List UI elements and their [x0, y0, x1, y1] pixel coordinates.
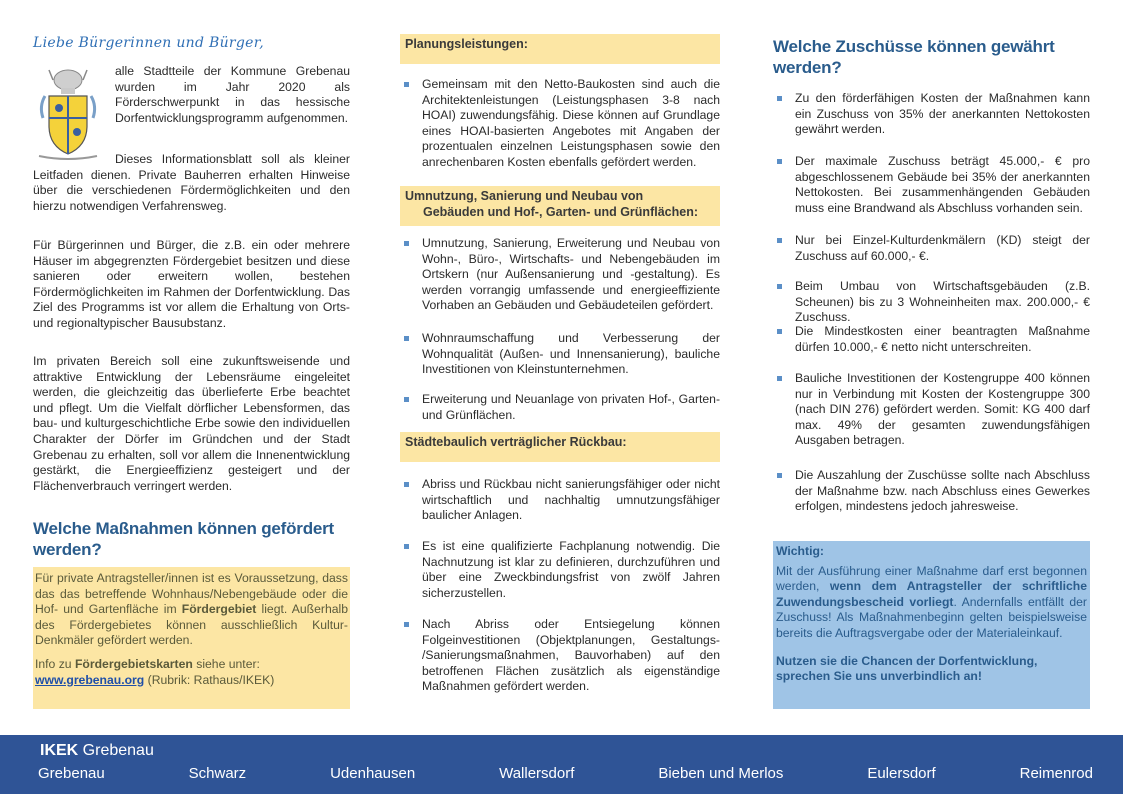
map-info: Info zu Fördergebietskarten siehe unter: www.grebenau.org (Rubrik: Rathaus/IKEK) — [35, 656, 275, 687]
coat-of-arms-icon — [33, 66, 103, 162]
place-eulersdorf: Eulersdorf — [867, 765, 936, 782]
list-item: Bauliche Investitionen der Kostengruppe 400 können nur in Verbindung mit Kosten der Kostengruppe 300 (nach DIN 276) gefördert werden. Somit: KG 400 darf max. 49% der gesamten zuwendungsfähigen Ausgaben betragen. — [773, 371, 1090, 449]
bullet-icon — [404, 336, 409, 341]
bullet-icon — [404, 622, 409, 627]
footer-places — [38, 764, 1093, 784]
bullet-icon — [777, 376, 782, 381]
bullet-icon — [777, 159, 782, 164]
list-item: Wohnraumschaffung und Verbesserung der Wohnqualität (Außen- und Innensanierung), bauliche Investitionen von Kleinstunternehmen. — [400, 331, 720, 378]
list-item: Umnutzung, Sanierung, Erweiterung und Neubau von Wohn-, Büro-, Wirtschafts- und Nebengebäuden im Ortskern (nur Außensanierung und -gestaltung). Es werden vorrangig umfassende und energieeffiziente Vorhaben an Gebäuden und Gebäudeteilen gefördert. — [400, 236, 720, 314]
bullet-icon — [404, 241, 409, 246]
list-item: Erweiterung und Neuanlage von privaten Hof-, Garten- und Grünflächen. — [400, 392, 720, 423]
important-box — [773, 541, 1090, 709]
place-reimenrod: Reimenrod — [1019, 765, 1093, 782]
bullet-icon — [777, 329, 782, 334]
list-item: Abriss und Rückbau nicht sanierungsfähiger oder nicht wirtschaftlich und nachhaltig umnutzungsfähiger baulicher Anlagen. — [400, 477, 720, 524]
prerequisite-text: Für private Antragsteller/innen ist es Voraussetzung, dass das das betreffende Wohnhaus/Nebengebäude oder die Hof- und Gartenfläche im Fördergebiet liegt. Außerhalb des Fördergebietes können ausschließlich Kultur-Denkmäler gefördert werden. — [35, 571, 348, 648]
bullet-icon — [404, 397, 409, 402]
place-schwarz: Schwarz — [188, 765, 247, 782]
important-text: Mit der Ausführung einer Maßnahme darf erst begonnen werden, wenn dem Antragsteller der schriftliche Zuwendungsbescheid vorliegt. Andernfalls entfällt der Zuschuss! Als Maßnahmenbeginn gelten beispielsweise bereits die Auftragsvergabe oder der Materialeinkauf. — [776, 563, 1087, 640]
prerequisite-box — [33, 567, 350, 709]
bullet-icon — [404, 82, 409, 87]
important-title: Wichtig: — [776, 544, 824, 558]
bullet-icon — [404, 544, 409, 549]
bullet-icon — [777, 284, 782, 289]
footer — [0, 735, 1123, 794]
measures-heading: Welche Maßnahmen können gefördert werden? — [33, 519, 335, 559]
list-item: Die Mindestkosten einer beantragten Maßnahme dürfen 10.000,- € netto nicht unterschreiten. — [773, 324, 1090, 355]
grants-heading: Welche Zuschüsse können gewährt werden? — [773, 37, 1055, 77]
development-paragraph: Im privaten Bereich soll eine zukunftsweisende und attraktive Entwicklung der Lebensräume eingeleitet werden, die gleichzeitig das überlieferte Erbe beachtet und pflegt. Um die Vielfalt dörflicher Lebensformen, das bau- und kulturgeschichtliche Erbe sowie den individuellen Charakter der Dörfer im Gründchen und der Stadt Grebenau zu erhalten, soll vor allem die Innenentwicklung gestärkt, die Energieeffizienz gesteigert und der Flächenverbrauch verringert werden. — [33, 354, 350, 493]
list-item: Nach Abriss oder Entsiegelung können Folgeinvestitionen (Objektplanungen, Gestaltungs- /Sanierungsmaßnahmen, Bauvorhaben) auf den betroffenen Flächen zusätzlich als eigenständige Maßnahmen gefördert werden. — [400, 617, 720, 695]
conversion-header: Umnutzung, Sanierung und Neubau von Gebäuden und Hof-, Garten- und Grünflächen: — [400, 186, 720, 226]
place-udenhausen: Udenhausen — [330, 765, 416, 782]
funding-area-term: Fördergebiet — [181, 602, 257, 617]
list-item: Gemeinsam mit den Netto-Baukosten sind auch die Architektenleistungen (Leistungsphasen 3-8 nach HOAI) zuwendungsfähig. Diese können auf Grundlage eines HOAI-basierten Angebotes mit Angaben der prozentualen einzelnen Leistungsphasen sowie den anrechenbaren Kosten ebenfalls gefördert werden. — [400, 77, 720, 171]
footer-title: IKEK Grebenau — [40, 742, 154, 759]
planning-services-header: Planungsleistungen: — [400, 34, 720, 64]
demolition-header: Städtebaulich verträglicher Rückbau: — [400, 432, 720, 462]
intro-paragraph: alle Stadtteile der Kommune Grebenau wurden im Jahr 2020 als Förderschwerpunkt in das hessische Dorfentwicklungsprogramm aufgenommen. — [115, 64, 350, 125]
bullet-icon — [404, 482, 409, 487]
funding-paragraph: Für Bürgerinnen und Bürger, die z.B. ein oder mehrere Häuser im abgegrenzten Fördergebiet besitzen und diese sanieren oder erweitern wollen, bestehen Fördermöglichkeiten im Rahmen der Dorfentwicklung. Das Ziel des Programms ist vor allem die Erhaltung von Orts- und regionaltypischer Bausubstanz. — [33, 238, 350, 330]
guide-paragraph: Dieses Informationsblatt soll als kleiner Leitfaden dienen. Private Bauherren erhalten Hinweise über die verschiedenen Fördermöglichkeiten und den hierzu notwendigen Verfahrensweg. — [33, 152, 350, 213]
place-bieben-merlos: Bieben und Merlos — [658, 765, 784, 782]
greeting: Liebe Bürgerinnen und Bürger, — [33, 35, 264, 51]
list-item: Der maximale Zuschuss beträgt 45.000,- € pro abgeschlossenem Gebäude bei 35% der anerkannten Nettokosten. Bei zusammenhängenden Gebäuden muss eine Brandwand als Abschluss vorhanden sein. — [773, 154, 1090, 216]
website-link[interactable]: www.grebenau.org — [35, 672, 145, 687]
call-to-action: Nutzen sie die Chancen der Dorfentwicklung, sprechen Sie uns unverbindlich an! — [776, 653, 1038, 684]
list-item: Nur bei Einzel-Kulturdenkmälern (KD) steigt der Zuschuss auf 60.000,- €. — [773, 233, 1090, 264]
bullet-icon — [777, 238, 782, 243]
bullet-icon — [777, 473, 782, 478]
bullet-icon — [777, 96, 782, 101]
place-wallersdorf: Wallersdorf — [499, 765, 575, 782]
list-item: Die Auszahlung der Zuschüsse sollte nach Abschluss der Maßnahme bzw. nach Abschluss eines Gewerkes erfolgen, mindestens jedoch jahresweise. — [773, 468, 1090, 515]
list-item: Es ist eine qualifizierte Fachplanung notwendig. Die Nachnutzung ist klar zu definieren, durchzuführen und über eine Zweckbindungsfrist von zwölf Jahren sicherzustellen. — [400, 539, 720, 601]
list-item: Beim Umbau von Wirtschaftsgebäuden (z.B. Scheunen) bis zu 3 Wohneinheiten max. 200.000,- € Zuschuss. — [773, 279, 1090, 326]
place-grebenau: Grebenau — [38, 765, 105, 782]
list-item: Zu den förderfähigen Kosten der Maßnahmen kann ein Zuschuss von 35% der anerkannten Nettokosten gewährt werden. — [773, 91, 1090, 138]
